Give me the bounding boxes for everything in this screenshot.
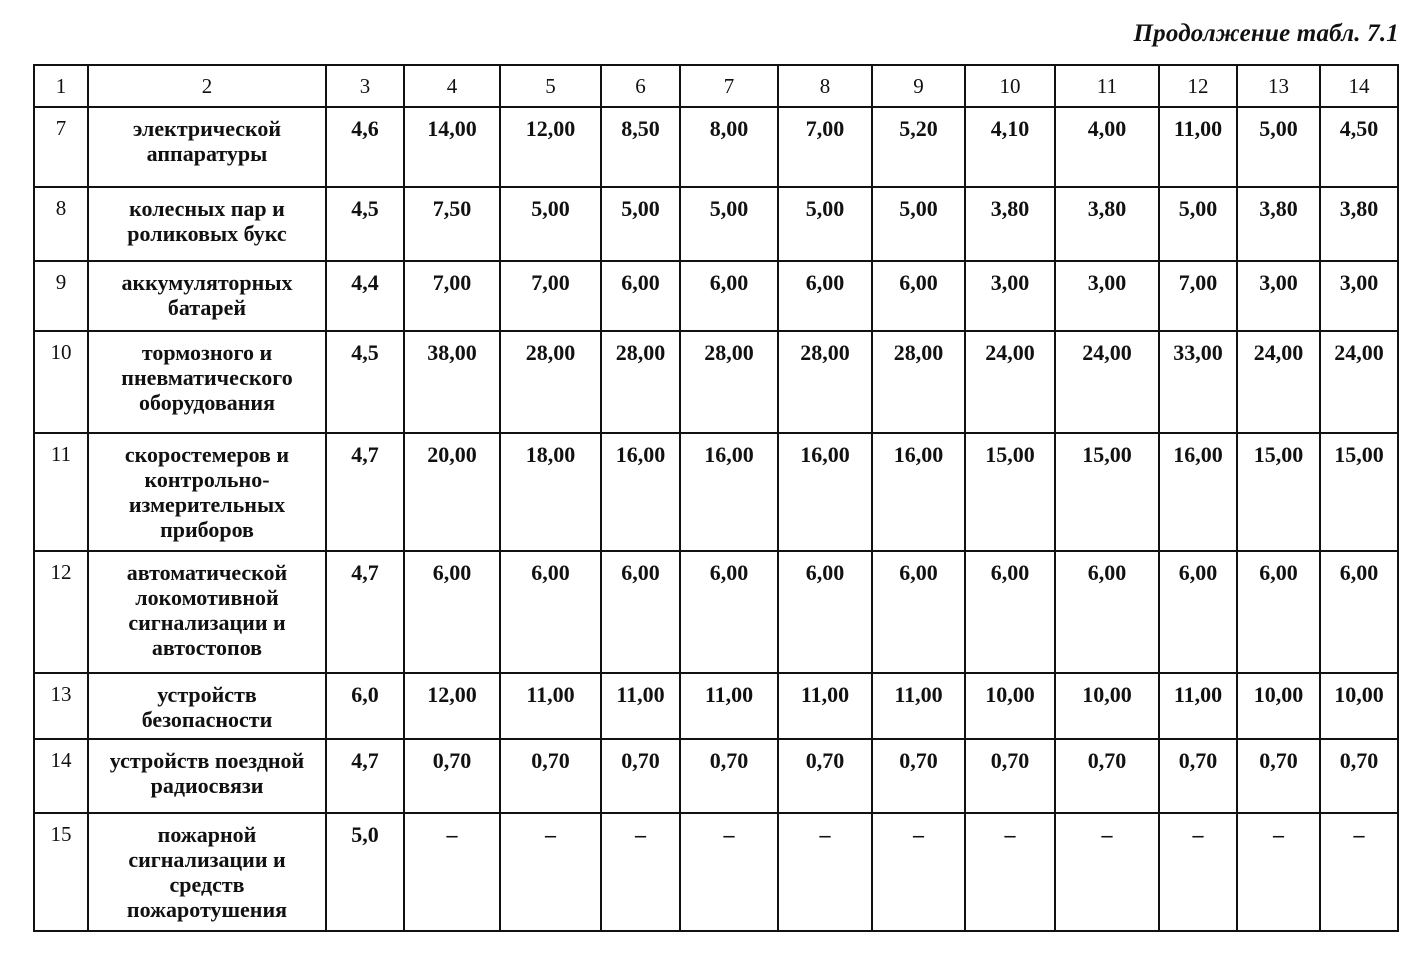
table-cell: 6,00 [1237, 551, 1320, 673]
row-name: скоростемеров и контрольно-измерительных приборов [88, 433, 326, 551]
column-header: 5 [500, 65, 601, 107]
row-name: тормозного и пневматического оборудования [88, 331, 326, 433]
table-cell: 4,50 [1320, 107, 1398, 187]
table-cell: – [1159, 813, 1237, 931]
row-name: пожарной сигнализации и средств пожаротушения [88, 813, 326, 931]
table-caption: Продолжение табл. 7.1 [1133, 20, 1399, 47]
column-header: 1 [34, 65, 88, 107]
table-cell: 3,80 [1237, 187, 1320, 261]
table-cell: 16,00 [680, 433, 778, 551]
column-header: 12 [1159, 65, 1237, 107]
table-cell: 5,00 [1237, 107, 1320, 187]
table-cell: 3,00 [1055, 261, 1159, 331]
table-cell: 0,70 [601, 739, 680, 813]
row-number: 11 [34, 433, 88, 551]
table-cell: 28,00 [601, 331, 680, 433]
table-cell: 7,50 [404, 187, 500, 261]
table-cell: 10,00 [965, 673, 1055, 739]
table-cell: 5,00 [680, 187, 778, 261]
table-cell: 0,70 [404, 739, 500, 813]
table-cell: 4,00 [1055, 107, 1159, 187]
table-cell: 11,00 [601, 673, 680, 739]
row-name: аккумуляторных батарей [88, 261, 326, 331]
table-cell: 7,00 [500, 261, 601, 331]
table-row [34, 331, 1398, 433]
table-cell: – [778, 813, 872, 931]
table-cell: 6,0 [326, 673, 404, 739]
table-cell: – [500, 813, 601, 931]
table-cell: 0,70 [778, 739, 872, 813]
table-cell: 6,00 [1159, 551, 1237, 673]
table-row [34, 261, 1398, 331]
column-header: 7 [680, 65, 778, 107]
table-cell: 38,00 [404, 331, 500, 433]
table-cell: 5,00 [778, 187, 872, 261]
row-number: 14 [34, 739, 88, 813]
table-cell: 4,10 [965, 107, 1055, 187]
table-cell: 11,00 [500, 673, 601, 739]
table-cell: 0,70 [1159, 739, 1237, 813]
table-cell: 15,00 [965, 433, 1055, 551]
column-header: 4 [404, 65, 500, 107]
table-row [34, 187, 1398, 261]
table-cell: 4,6 [326, 107, 404, 187]
row-name: устройств поездной радиосвязи [88, 739, 326, 813]
column-header: 13 [1237, 65, 1320, 107]
table-cell: 6,00 [778, 261, 872, 331]
table-cell: 4,5 [326, 187, 404, 261]
row-number: 7 [34, 107, 88, 187]
table-cell: 15,00 [1320, 433, 1398, 551]
row-number: 12 [34, 551, 88, 673]
table-cell: 5,00 [872, 187, 965, 261]
table-cell: 6,00 [778, 551, 872, 673]
table-cell: 5,0 [326, 813, 404, 931]
table-cell: 16,00 [1159, 433, 1237, 551]
table-cell: 14,00 [404, 107, 500, 187]
table-cell: – [1055, 813, 1159, 931]
table-cell: 0,70 [965, 739, 1055, 813]
table-cell: 15,00 [1055, 433, 1159, 551]
table-cell: 7,00 [778, 107, 872, 187]
column-header: 14 [1320, 65, 1398, 107]
table-cell: 7,00 [404, 261, 500, 331]
table-cell: 6,00 [1055, 551, 1159, 673]
table-cell: 33,00 [1159, 331, 1237, 433]
table-cell: 4,7 [326, 551, 404, 673]
table-cell: 4,7 [326, 739, 404, 813]
table-cell: 28,00 [872, 331, 965, 433]
table-cell: 3,80 [965, 187, 1055, 261]
table-cell: 16,00 [872, 433, 965, 551]
table-cell: 24,00 [1320, 331, 1398, 433]
table-cell: 18,00 [500, 433, 601, 551]
table-cell: 20,00 [404, 433, 500, 551]
table-cell: 5,20 [872, 107, 965, 187]
table-cell: 4,7 [326, 433, 404, 551]
table-cell: 28,00 [778, 331, 872, 433]
table-cell: – [601, 813, 680, 931]
table-cell: 6,00 [1320, 551, 1398, 673]
table-cell: 0,70 [1055, 739, 1159, 813]
table-cell: 4,4 [326, 261, 404, 331]
table-cell: 6,00 [500, 551, 601, 673]
table-row [34, 813, 1398, 931]
table-cell: 16,00 [778, 433, 872, 551]
header-row [34, 65, 1398, 107]
table-cell: 11,00 [778, 673, 872, 739]
column-header: 3 [326, 65, 404, 107]
row-name: электрической аппаратуры [88, 107, 326, 187]
table-cell: 6,00 [872, 261, 965, 331]
table-cell: 0,70 [1320, 739, 1398, 813]
table-cell: 28,00 [500, 331, 601, 433]
table-cell: 8,00 [680, 107, 778, 187]
table-cell: 0,70 [500, 739, 601, 813]
table-cell: – [965, 813, 1055, 931]
table-cell: 5,00 [500, 187, 601, 261]
row-number: 15 [34, 813, 88, 931]
row-number: 9 [34, 261, 88, 331]
table-cell: 3,00 [965, 261, 1055, 331]
table-cell: 0,70 [872, 739, 965, 813]
table-cell: 6,00 [680, 261, 778, 331]
table-cell: 7,00 [1159, 261, 1237, 331]
table-cell: 6,00 [601, 551, 680, 673]
table-cell: 6,00 [404, 551, 500, 673]
table-cell: 10,00 [1320, 673, 1398, 739]
table-cell: 0,70 [1237, 739, 1320, 813]
table-cell: 8,50 [601, 107, 680, 187]
column-header: 9 [872, 65, 965, 107]
column-header: 6 [601, 65, 680, 107]
table-cell: – [872, 813, 965, 931]
table-row [34, 551, 1398, 673]
table-cell: 24,00 [965, 331, 1055, 433]
table-row [34, 433, 1398, 551]
table-cell: 0,70 [680, 739, 778, 813]
table-cell: 11,00 [1159, 673, 1237, 739]
table-cell: 6,00 [965, 551, 1055, 673]
table-cell: 3,00 [1237, 261, 1320, 331]
table-cell: 24,00 [1055, 331, 1159, 433]
table-cell: 12,00 [404, 673, 500, 739]
table-cell: 5,00 [601, 187, 680, 261]
row-number: 10 [34, 331, 88, 433]
table-cell: 11,00 [1159, 107, 1237, 187]
table-cell: 6,00 [680, 551, 778, 673]
table-cell: – [1237, 813, 1320, 931]
row-name: устройств безопасности [88, 673, 326, 739]
table-cell: 5,00 [1159, 187, 1237, 261]
column-header: 10 [965, 65, 1055, 107]
row-number: 8 [34, 187, 88, 261]
row-name: колесных пар и роликовых букс [88, 187, 326, 261]
row-number: 13 [34, 673, 88, 739]
table-cell: 6,00 [601, 261, 680, 331]
column-header: 2 [88, 65, 326, 107]
table-cell: 6,00 [872, 551, 965, 673]
table-cell: 3,80 [1055, 187, 1159, 261]
table-cell: 24,00 [1237, 331, 1320, 433]
table-row [34, 673, 1398, 739]
table-cell: 11,00 [680, 673, 778, 739]
table-cell: 3,00 [1320, 261, 1398, 331]
table-cell: 28,00 [680, 331, 778, 433]
table-cell: – [404, 813, 500, 931]
table-cell: – [680, 813, 778, 931]
table-row [34, 107, 1398, 187]
table-cell: 10,00 [1055, 673, 1159, 739]
table-cell: 12,00 [500, 107, 601, 187]
column-header: 8 [778, 65, 872, 107]
column-header: 11 [1055, 65, 1159, 107]
table-cell: 16,00 [601, 433, 680, 551]
table-cell: 15,00 [1237, 433, 1320, 551]
table-cell: – [1320, 813, 1398, 931]
row-name: автоматической локомотивной сигнализации и автостопов [88, 551, 326, 673]
table-cell: 11,00 [872, 673, 965, 739]
table-cell: 10,00 [1237, 673, 1320, 739]
table-cell: 4,5 [326, 331, 404, 433]
table-row [34, 739, 1398, 813]
data-table [33, 64, 1399, 932]
table-cell: 3,80 [1320, 187, 1398, 261]
